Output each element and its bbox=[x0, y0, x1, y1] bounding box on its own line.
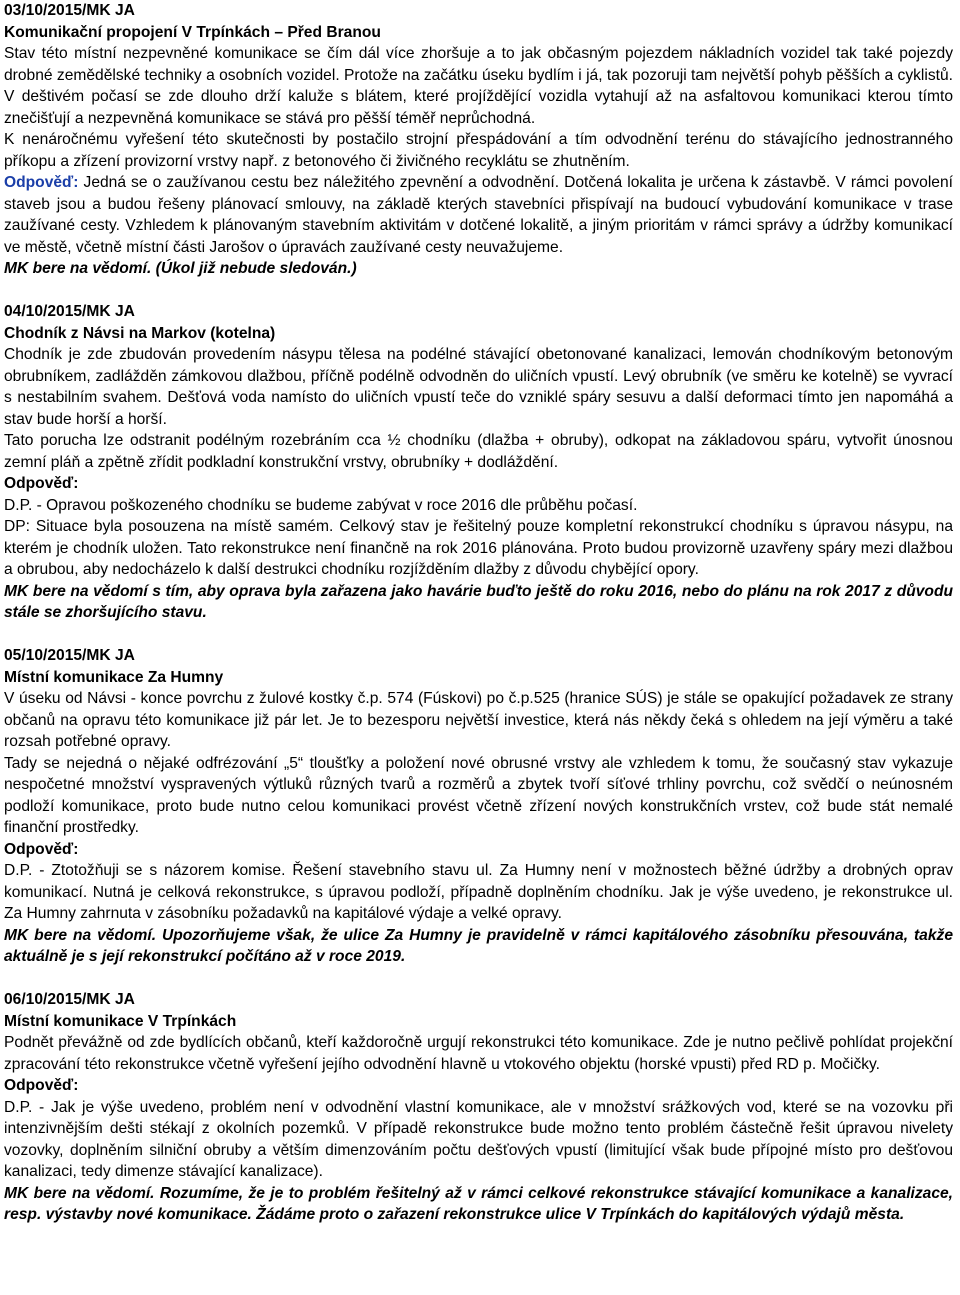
record-section bbox=[4, 0, 953, 280]
answer-paragraph bbox=[4, 172, 953, 258]
record-id: 04/10/2015/MK JA bbox=[4, 303, 135, 320]
commission-conclusion: MK bere na vědomí s tím, aby oprava byla zařazena jako havárie buďto ještě do roku 2016, nebo do plánu na rok 2017 z důvodu stále se zhoršujícího stavu. bbox=[4, 582, 953, 621]
answer-label: Odpověď: bbox=[4, 1077, 79, 1094]
record-section bbox=[4, 645, 953, 968]
answer-paragraph: D.P. - Ztotožňuji se s názorem komise. Řešení stavebního stavu ul. Za Humny není v možnostech běžné údržby a drobných oprav komunikací. Nutná je celková rekonstrukce, s úpravou podloží, případně doplněním chodníku. Jak je výše uvedeno, je rekonstrukce ul. Za Humny zahrnuta v zásobníku požadavků na kapitálové výdaje a velké opravy. bbox=[4, 862, 953, 922]
answer-label: Odpověď: bbox=[4, 840, 79, 858]
answer-label: Odpověď: bbox=[4, 174, 79, 191]
record-id: 06/10/2015/MK JA bbox=[4, 991, 135, 1008]
record-paragraph: Tato porucha lze odstranit podélným rozebráním cca ½ chodníku (dlažba + obruby), odkopat na základovou spáru, vytvořit únosnou zemní pláň a zpětně zřídit podkladní konstrukční vrstvy, obrubníky + dodláždění. bbox=[4, 432, 953, 471]
answer-paragraph: DP: Situace byla posouzena na místě samém. Celkový stav je řešitelný pouze kompletní rekonstrukcí chodníku s úpravou násypu, na kterém je chodník uložen. Tato rekonstrukce není finančně na rok 2016 plánována. Proto budou provizorně uzavřeny spáry mezi dlažbou a obrubou, aby nedocházelo k další destrukci chodníku rozjížděním dlažby z důvodu chybějící opory. bbox=[4, 518, 953, 578]
answer-label: Odpověď: bbox=[4, 475, 79, 492]
record-section bbox=[4, 989, 953, 1226]
record-paragraph: Tady se nejedná o nějaké odfrézování „5“ tloušťky a položení nové obrusné vrstvy ale vzhledem k tomu, že současný stav vykazuje nespočetné množství vyspravených výtluků různých tvarů a rozměrů a zbytek tvoří síťové trhliny povrchu, což svědčí o neúnosném podloží komunikace, proto bude nutno celou komunikaci provést včetně zřízení nových konstrukčních vrstev, což bude stát nemalé finanční prostředky. bbox=[4, 754, 953, 836]
commission-conclusion: MK bere na vědomí. (Úkol již nebude sledován.) bbox=[4, 260, 357, 277]
record-title: Komunikační propojení V Trpínkách – Před Branou bbox=[4, 23, 381, 41]
record-paragraph: K nenáročnému vyřešení této skutečnosti by postačilo strojní přespádování a tím odvodnění terénu do stávajícího jednostranného příkopu a zřízení provizorní vrstvy např. z betonového či živičného recyklátu se zhutněním. bbox=[4, 131, 953, 170]
record-title: Místní komunikace V Trpínkách bbox=[4, 1012, 237, 1030]
answer-text: Jedná se o zaužívanou cestu bez náležitého zpevnění a odvodnění. Dotčená lokalita je určena k zástavbě. V rámci povolení staveb jsou a budou řešeny plánovací smlouvy, na základě kterých stavebníci přispívají na budoucí vybudování komunikace v trase zaužívané cesty. Vzhledem k plánovaným stavebním aktivitám v dotčené lokalitě, a jiným prioritám v rámci správy a údržby komunikací ve městě, včetně místní části Jarošov o úpravách zaužívané cesty neuvažujeme. bbox=[4, 174, 953, 256]
answer-paragraph: D.P. - Opravou poškozeného chodníku se budeme zabývat v roce 2016 dle průběhu počasí. bbox=[4, 496, 638, 514]
record-paragraph: Chodník je zde zbudován provedením násypu tělesa na podélné stávající obetonované kanalizaci, lemován chodníkovým betonovým obrubníkem, zadlážděn zámkovou dlažbou, příčně podélně odvodněn do uličních vpustí. Levý obrubník (ve směru ke kotelně) se vyvrací s nestabilním svahem. Dešťová voda namísto do uličních vpustí teče do vzniklé spáry sesuvu a další deformaci tímto jen napomáhá a stav bude horší a horší. bbox=[4, 346, 953, 428]
record-paragraph: Stav této místní nezpevněné komunikace se čím dál více zhoršuje a to jak občasným pojezdem nákladních vozidel tak také pojezdy drobné zemědělské techniky a osobních vozidel. Protože na začátku úseku bydlím i já, tak pozoruji tam největší pohyb pěšších a cyklistů. V deštivém počasí se zde dlouho drží kaluže s blátem, které projíždějící vozidla vytahují až na asfaltovou komunikaci kterou tímto znečišťují a nezpevněná komunikace se stává pro pěšší téměř neprůchodná. bbox=[4, 45, 953, 127]
record-section bbox=[4, 301, 953, 624]
record-title: Chodník z Návsi na Markov (kotelna) bbox=[4, 324, 276, 342]
record-title: Místní komunikace Za Humny bbox=[4, 668, 224, 686]
record-paragraph: V úseku od Návsi - konce povrchu z žulové kostky č.p. 574 (Fúskovi) po č.p.525 (hranice SÚS) je stále se opakující požadavek ze strany občanů na opravu této komunikace již pár let. Je to bezesporu největší investice, která nás někdy čeká s ohledem na její výměru a také rozsah potřebné opravy. bbox=[4, 690, 953, 750]
commission-conclusion: MK bere na vědomí. Rozumíme, že je to problém řešitelný až v rámci celkové rekonstrukce stávající komunikace a kanalizace, resp. výstavby nové komunikace. Žádáme proto o zařazení rekonstrukce ulice V Trpínkách do kapitálových výdajů města. bbox=[4, 1184, 953, 1223]
answer-paragraph: D.P. - Jak je výše uvedeno, problém není v odvodnění vlastní komunikace, ale v množství srážkových vod, které se na vozovku při intenzivnějším dešti stékají z okolních pozemků. V případě rekonstrukce bude možno tento problém částečně řešit úpravou nivelety vozovky, doplněním silniční obruby a větším dimenzováním počtu dešťových vpustí (limitující však bude přípojné místo pro dešťovou kanalizaci, tedy dimenze stávající kanalizace). bbox=[4, 1098, 953, 1180]
commission-conclusion: MK bere na vědomí. Upozorňujeme však, že ulice Za Humny je pravidelně v rámci kapitálového zásobníku přesouvána, takže aktuálně je s její rekonstrukcí počítáno až v roce 2019. bbox=[4, 926, 953, 965]
record-id: 05/10/2015/MK JA bbox=[4, 647, 135, 664]
record-paragraph: Podnět převážně od zde bydlících občanů, kteří každoročně urgují rekonstrukci této komunikace. Zde je nutno pečlivě pohlídat projekční zpracování této rekonstrukce včetně vyřešení jejího odvodnění hlavně u vtokového objektu (horské vpusti) před RD p. Močičky. bbox=[4, 1034, 953, 1073]
record-id: 03/10/2015/MK JA bbox=[4, 2, 135, 19]
